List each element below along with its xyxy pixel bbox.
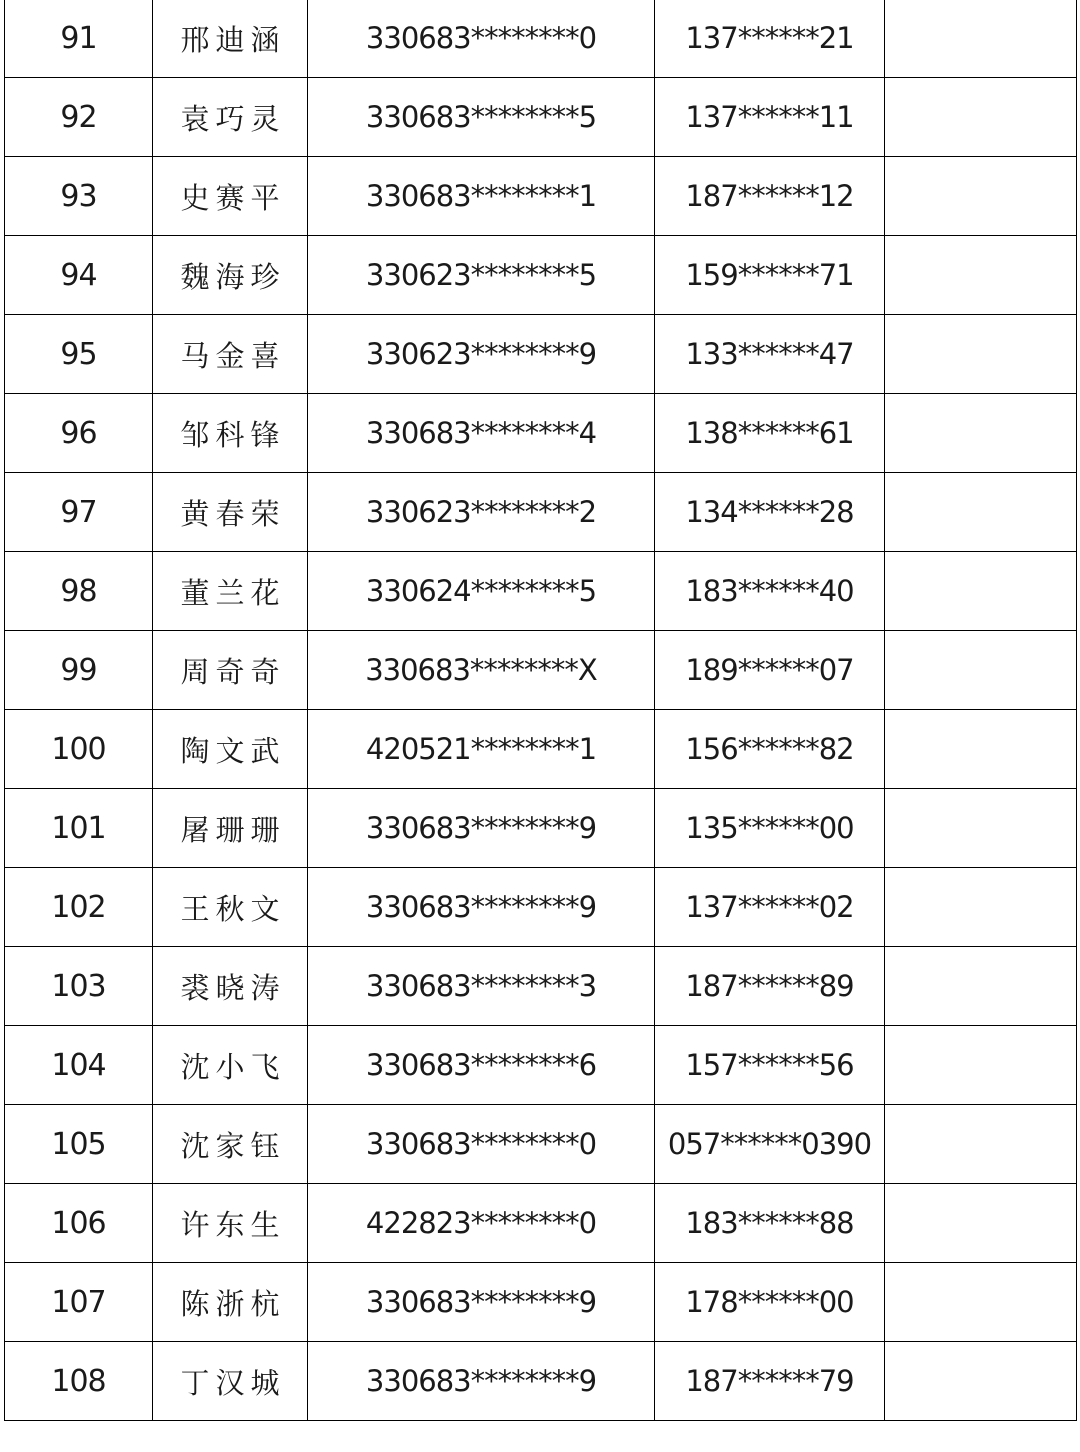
id-number: 330683********9 <box>308 789 655 868</box>
person-name: 魏海珍 <box>153 236 308 315</box>
id-number: 330683********X <box>308 631 655 710</box>
phone-number: 183******40 <box>655 552 885 631</box>
id-number: 330683********0 <box>308 0 655 78</box>
remark-cell <box>885 473 1077 552</box>
table-row <box>5 1026 1077 1105</box>
row-number: 104 <box>5 1026 153 1105</box>
roster-sheet <box>4 0 1076 1421</box>
phone-number: 133******47 <box>655 315 885 394</box>
table-row <box>5 1263 1077 1342</box>
id-number: 330683********6 <box>308 1026 655 1105</box>
table-row <box>5 789 1077 868</box>
row-number: 101 <box>5 789 153 868</box>
table-row <box>5 1105 1077 1184</box>
remark-cell <box>885 1263 1077 1342</box>
person-name: 王秋文 <box>153 868 308 947</box>
remark-cell <box>885 78 1077 157</box>
roster-body <box>5 0 1077 1421</box>
phone-number: 138******61 <box>655 394 885 473</box>
row-number: 108 <box>5 1342 153 1421</box>
phone-number: 187******12 <box>655 157 885 236</box>
row-number: 99 <box>5 631 153 710</box>
row-number: 97 <box>5 473 153 552</box>
table-row <box>5 868 1077 947</box>
row-number: 92 <box>5 78 153 157</box>
remark-cell <box>885 315 1077 394</box>
row-number: 103 <box>5 947 153 1026</box>
remark-cell <box>885 868 1077 947</box>
table-row <box>5 631 1077 710</box>
table-row <box>5 0 1077 78</box>
person-name: 裘晓涛 <box>153 947 308 1026</box>
phone-number: 057******0390 <box>655 1105 885 1184</box>
id-number: 330623********5 <box>308 236 655 315</box>
remark-cell <box>885 710 1077 789</box>
person-name: 周奇奇 <box>153 631 308 710</box>
person-name: 陶文武 <box>153 710 308 789</box>
table-row <box>5 78 1077 157</box>
remark-cell <box>885 552 1077 631</box>
remark-cell <box>885 157 1077 236</box>
id-number: 330624********5 <box>308 552 655 631</box>
phone-number: 135******00 <box>655 789 885 868</box>
table-row <box>5 315 1077 394</box>
row-number: 91 <box>5 0 153 78</box>
remark-cell <box>885 236 1077 315</box>
id-number: 330683********5 <box>308 78 655 157</box>
id-number: 422823********0 <box>308 1184 655 1263</box>
phone-number: 187******79 <box>655 1342 885 1421</box>
remark-cell <box>885 1105 1077 1184</box>
row-number: 94 <box>5 236 153 315</box>
row-number: 95 <box>5 315 153 394</box>
person-name: 董兰花 <box>153 552 308 631</box>
table-row <box>5 552 1077 631</box>
id-number: 330683********9 <box>308 1263 655 1342</box>
person-name: 史赛平 <box>153 157 308 236</box>
table-row <box>5 236 1077 315</box>
id-number: 330623********9 <box>308 315 655 394</box>
table-row <box>5 157 1077 236</box>
id-number: 330623********2 <box>308 473 655 552</box>
phone-number: 134******28 <box>655 473 885 552</box>
person-name: 陈浙杭 <box>153 1263 308 1342</box>
remark-cell <box>885 631 1077 710</box>
person-name: 马金喜 <box>153 315 308 394</box>
id-number: 420521********1 <box>308 710 655 789</box>
roster-table <box>4 0 1077 1421</box>
phone-number: 183******88 <box>655 1184 885 1263</box>
id-number: 330683********9 <box>308 1342 655 1421</box>
table-row <box>5 394 1077 473</box>
person-name: 沈小飞 <box>153 1026 308 1105</box>
person-name: 沈家钰 <box>153 1105 308 1184</box>
remark-cell <box>885 394 1077 473</box>
phone-number: 189******07 <box>655 631 885 710</box>
phone-number: 156******82 <box>655 710 885 789</box>
person-name: 邢迪涵 <box>153 0 308 78</box>
table-row <box>5 1184 1077 1263</box>
person-name: 袁巧灵 <box>153 78 308 157</box>
remark-cell <box>885 1184 1077 1263</box>
id-number: 330683********1 <box>308 157 655 236</box>
phone-number: 178******00 <box>655 1263 885 1342</box>
id-number: 330683********0 <box>308 1105 655 1184</box>
row-number: 107 <box>5 1263 153 1342</box>
person-name: 丁汉城 <box>153 1342 308 1421</box>
person-name: 邹科锋 <box>153 394 308 473</box>
person-name: 屠珊珊 <box>153 789 308 868</box>
phone-number: 137******11 <box>655 78 885 157</box>
row-number: 105 <box>5 1105 153 1184</box>
phone-number: 187******89 <box>655 947 885 1026</box>
phone-number: 137******02 <box>655 868 885 947</box>
person-name: 黄春荣 <box>153 473 308 552</box>
table-row <box>5 710 1077 789</box>
table-row <box>5 1342 1077 1421</box>
remark-cell <box>885 947 1077 1026</box>
table-row <box>5 947 1077 1026</box>
table-row <box>5 473 1077 552</box>
phone-number: 159******71 <box>655 236 885 315</box>
row-number: 96 <box>5 394 153 473</box>
remark-cell <box>885 789 1077 868</box>
id-number: 330683********3 <box>308 947 655 1026</box>
row-number: 106 <box>5 1184 153 1263</box>
person-name: 许东生 <box>153 1184 308 1263</box>
row-number: 102 <box>5 868 153 947</box>
remark-cell <box>885 0 1077 78</box>
phone-number: 137******21 <box>655 0 885 78</box>
remark-cell <box>885 1342 1077 1421</box>
phone-number: 157******56 <box>655 1026 885 1105</box>
id-number: 330683********4 <box>308 394 655 473</box>
row-number: 100 <box>5 710 153 789</box>
remark-cell <box>885 1026 1077 1105</box>
id-number: 330683********9 <box>308 868 655 947</box>
row-number: 98 <box>5 552 153 631</box>
row-number: 93 <box>5 157 153 236</box>
